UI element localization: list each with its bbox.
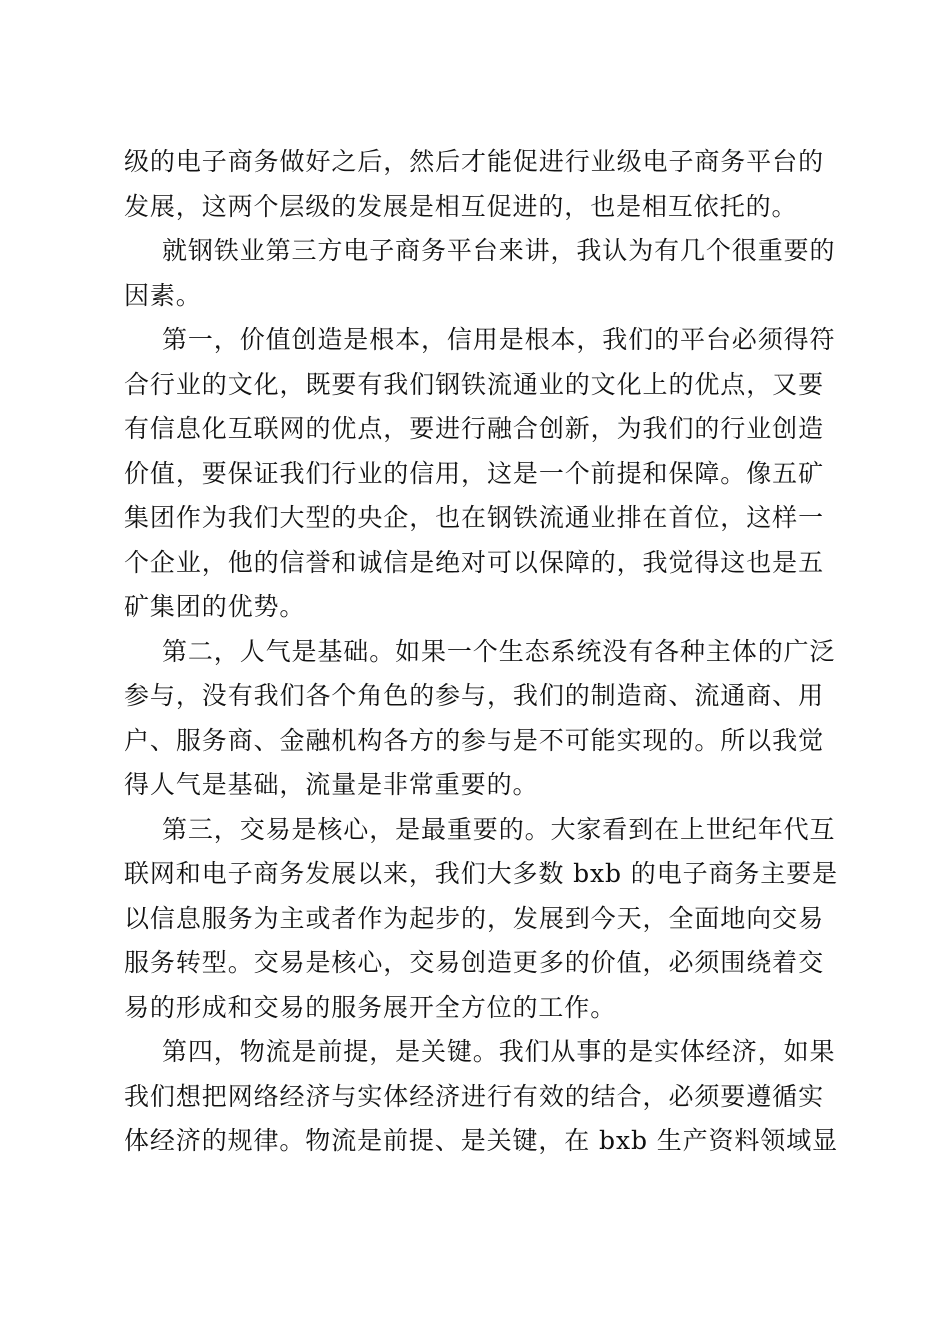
paragraph-first-line: 第三，交易是核心，是最重要的。大家看到在上世纪年代互 [162, 814, 836, 844]
paragraph-first-line: 第四，物流是前提，是关键。我们从事的是实体经济，如果 [162, 1037, 836, 1066]
paragraph-first-line: 第一，价值创造是根本，信用是根本，我们的平台必须得符 [162, 325, 836, 354]
text-line: 因素。 [124, 280, 202, 310]
text-line: 个企业，他的信誉和诚信是绝对可以保障的，我觉得这也是五 [124, 547, 824, 577]
text-line: 体经济的规律。物流是前提、是关键，在 bxb 生产资料领域显 [124, 1126, 839, 1155]
text-line: 价值，要保证我们行业的信用，这是一个前提和保障。像五矿 [124, 458, 824, 488]
paragraph-first-line: 第二，人气是基础。如果一个生态系统没有各种主体的广泛 [162, 636, 836, 666]
text-line: 我们想把网络经济与实体经济进行有效的结合，必须要遵循实 [124, 1081, 824, 1111]
text-line: 以信息服务为主或者作为起步的，发展到今天，全面地向交易 [124, 903, 824, 933]
text-line: 联网和电子商务发展以来，我们大多数 bxb 的电子商务主要是 [124, 859, 839, 888]
text-line: 矿集团的优势。 [124, 592, 306, 621]
text-line: 户、服务商、金融机构各方的参与是不可能实现的。所以我觉 [124, 725, 824, 755]
text-line: 参与，没有我们各个角色的参与，我们的制造商、流通商、用 [124, 681, 824, 710]
text-line: 服务转型。交易是核心，交易创造更多的价值，必须围绕着交 [124, 948, 824, 977]
text-line: 级的电子商务做好之后，然后才能促进行业级电子商务平台的 [124, 147, 824, 176]
body-text [124, 140, 839, 1164]
text-line: 发展，这两个层级的发展是相互促进的，也是相互依托的。 [124, 191, 798, 221]
paragraph-first-line: 就钢铁业第三方电子商务平台来讲，我认为有几个很重要的 [162, 236, 836, 265]
text-line: 得人气是基础，流量是非常重要的。 [124, 770, 539, 799]
text-line: 易的形成和交易的服务展开全方位的工作。 [124, 992, 617, 1022]
text-line: 合行业的文化，既要有我们钢铁流通业的文化上的优点，又要 [124, 369, 824, 399]
text-line: 集团作为我们大型的央企，也在钢铁流通业排在首位，这样一 [124, 503, 824, 532]
text-line: 有信息化互联网的优点，要进行融合创新，为我们的行业创造 [124, 414, 824, 443]
